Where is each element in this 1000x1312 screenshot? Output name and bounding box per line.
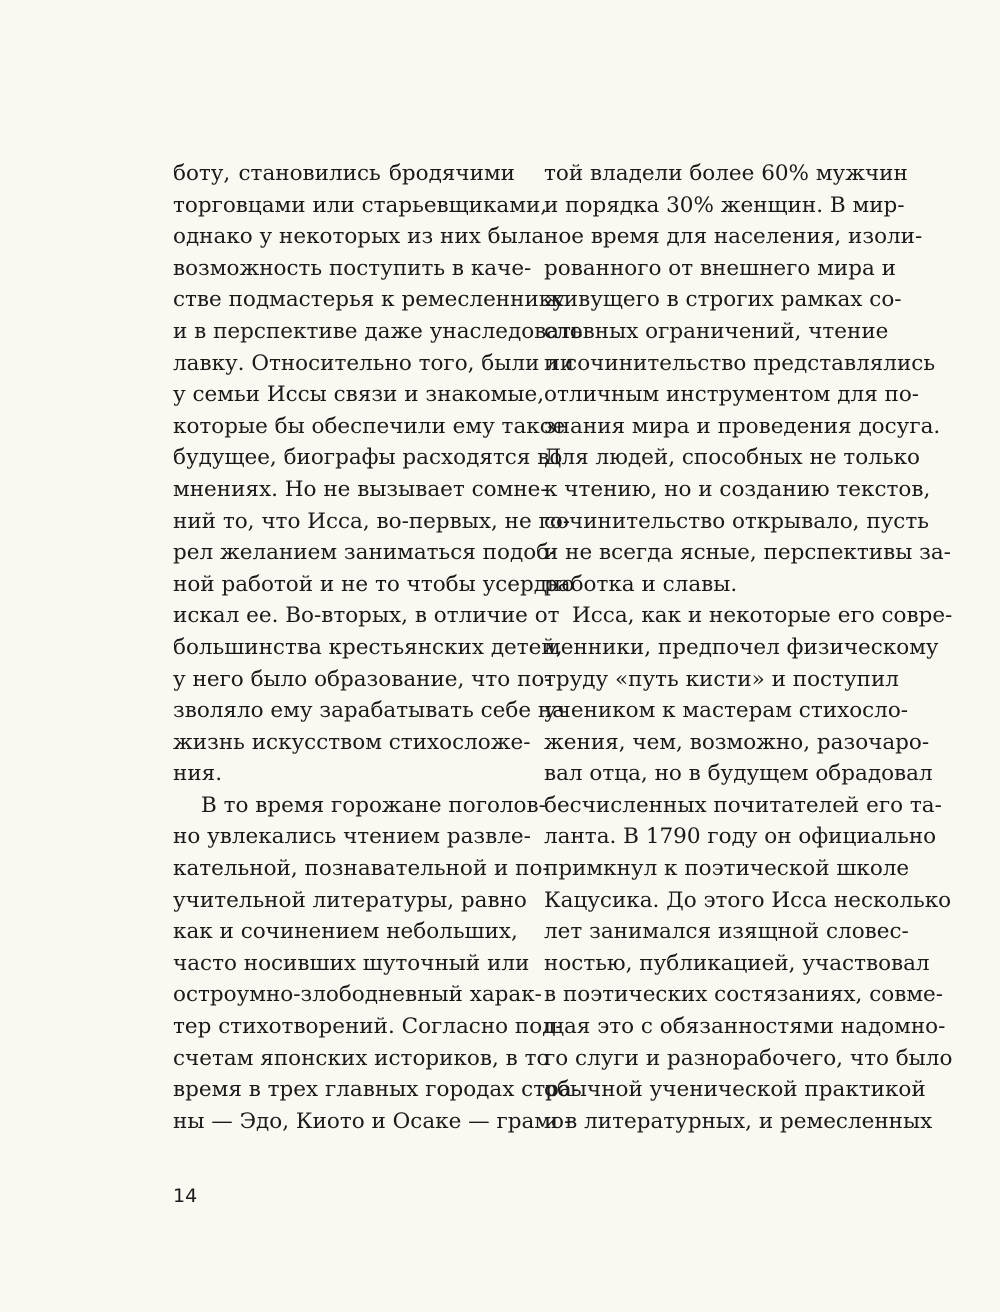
- text-line: живущего в строгих рамках со-: [544, 287, 902, 313]
- paragraph-end-line: работка и славы.: [544, 571, 738, 597]
- page-number: 14: [173, 1185, 198, 1207]
- text-line: мнениях. Но не вызывает сомне-: [173, 476, 548, 502]
- text-line: щая это с обязанностями надомно-: [544, 1014, 946, 1040]
- text-line: которые бы обеспечили ему такое: [173, 413, 566, 439]
- text-line: стве подмастерья к ремесленнику: [173, 287, 565, 313]
- text-line: жизнь искусством стихосложе-: [173, 729, 531, 755]
- text-line: но увлекались чтением развле-: [173, 824, 531, 850]
- text-line: обычной ученической практикой: [544, 1077, 926, 1103]
- text-line: счетам японских историков, в то: [173, 1045, 550, 1071]
- text-line: остроумно-злободневный харак-: [173, 982, 542, 1008]
- text-line: сочинительство открывало, пусть: [544, 508, 929, 534]
- text-line: тер стихотворений. Согласно под-: [173, 1014, 563, 1040]
- text-line: и в литературных, и ремесленных: [544, 1108, 933, 1134]
- text-line: ны — Эдо, Киото и Осаке — грамо-: [173, 1108, 572, 1134]
- text-line: большинства крестьянских детей,: [173, 634, 563, 660]
- text-line: ний то, что Исса, во-первых, не го-: [173, 508, 571, 534]
- text-line: лет занимался изящной словес-: [544, 919, 909, 945]
- text-line: бесчисленных почитателей его та-: [544, 792, 942, 818]
- text-line: у семьи Иссы связи и знакомые,: [173, 382, 545, 408]
- text-line: го слуги и разнорабочего, что было: [544, 1045, 953, 1071]
- text-line: ностью, публикацией, участвовал: [544, 950, 930, 976]
- text-line: словных ограничений, чтение: [544, 318, 889, 344]
- text-line: и в перспективе даже унаследовать: [173, 318, 583, 344]
- text-line: у него было образование, что по-: [173, 666, 552, 692]
- text-line: и не всегда ясные, перспективы за-: [544, 540, 951, 566]
- text-line: боту, становились бродячими: [173, 161, 515, 186]
- text-line: Для людей, способных не только: [544, 445, 920, 471]
- text-line: время в трех главных городах стра-: [173, 1077, 579, 1103]
- text-line: отличным инструментом для по-: [544, 382, 920, 408]
- text-line: кательной, познавательной и по-: [173, 856, 550, 882]
- text-line: вал отца, но в будущем обрадовал: [544, 761, 933, 787]
- text-line: менники, предпочел физическому: [544, 634, 939, 660]
- text-line: примкнул к поэтической школе: [544, 856, 910, 882]
- text-line: искал ее. Во-вторых, в отличие от: [173, 603, 560, 629]
- text-line: и порядка 30% женщин. В мир-: [544, 192, 905, 218]
- text-line: лавку. Относительно того, были ли: [173, 350, 575, 376]
- left-text-column: [173, 158, 583, 1137]
- text-line: жения, чем, возможно, разочаро-: [544, 729, 930, 755]
- text-line: труду «путь кисти» и поступил: [544, 666, 899, 692]
- text-line: Кацусика. До этого Исса несколько: [544, 887, 952, 913]
- text-line: знания мира и проведения досуга.: [544, 413, 941, 439]
- paragraph-start-line: Исса, как и некоторые его совре-: [572, 603, 953, 629]
- text-line: и сочинительство представлялись: [544, 350, 936, 376]
- text-line: ланта. В 1790 году он официально: [544, 824, 937, 850]
- text-line: торговцами или старьевщиками,: [173, 192, 548, 218]
- text-line: ной работой и не то чтобы усердно: [173, 571, 575, 597]
- text-line: возможность поступить в каче-: [173, 255, 532, 281]
- text-line: однако у некоторых из них была: [173, 224, 545, 250]
- paragraph-start-line: В то время горожане поголов-: [201, 792, 546, 818]
- text-line: учительной литературы, равно: [173, 887, 527, 913]
- text-line: будущее, биографы расходятся во: [173, 445, 563, 471]
- text-line: учеником к мастерам стихосло-: [544, 698, 909, 724]
- paragraph-end-line: ния.: [173, 761, 223, 787]
- text-line: в поэтических состязаниях, совме-: [544, 982, 944, 1008]
- text-line: к чтению, но и созданию текстов,: [544, 476, 931, 502]
- text-line: зволяло ему зарабатывать себе на: [173, 698, 566, 724]
- text-line: рел желанием заниматься подоб-: [173, 540, 557, 566]
- text-line: часто носивших шуточный или: [173, 950, 530, 976]
- text-line: рованного от внешнего мира и: [544, 255, 896, 281]
- text-line: ное время для населения, изоли-: [544, 224, 923, 250]
- text-line: той владели более 60% мужчин: [544, 161, 908, 186]
- text-line: как и сочинением небольших,: [173, 919, 518, 945]
- right-text-column: [544, 158, 953, 1137]
